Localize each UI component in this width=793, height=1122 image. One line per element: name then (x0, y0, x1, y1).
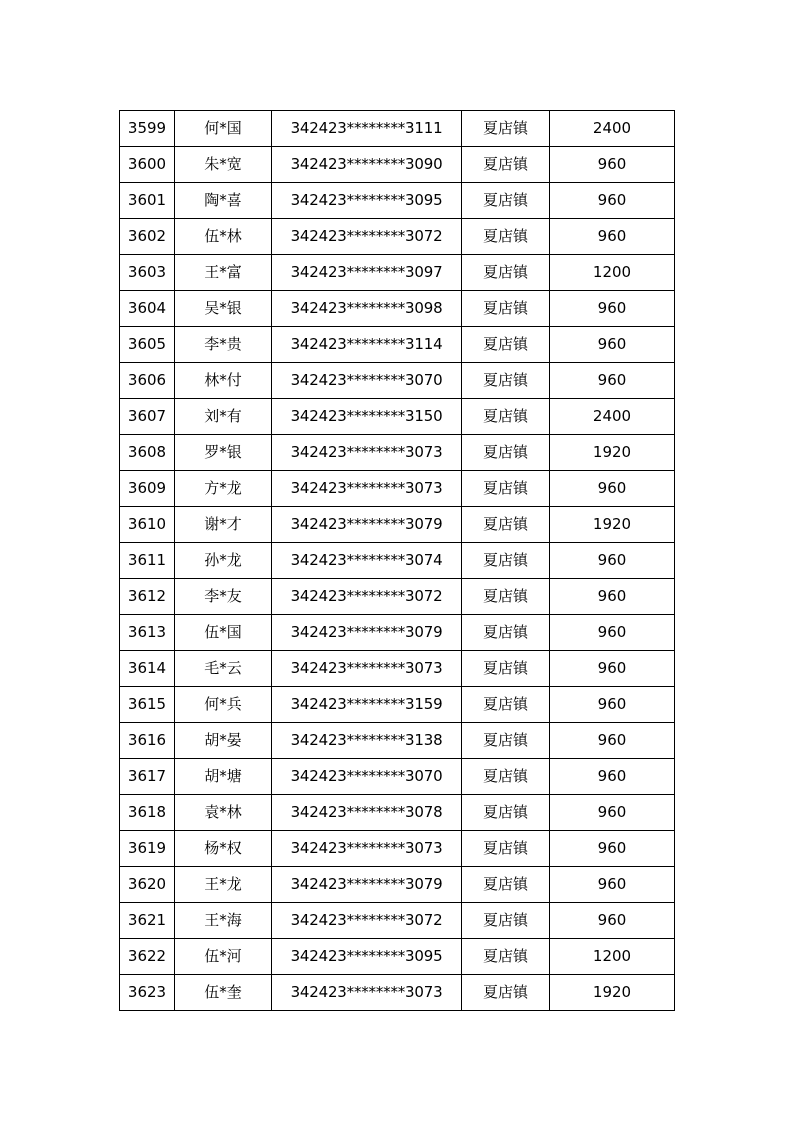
amount-cell: 960 (550, 795, 675, 831)
table-row (120, 111, 675, 147)
row-number-cell: 3601 (120, 183, 175, 219)
table-row (120, 471, 675, 507)
table-row (120, 435, 675, 471)
town-cell: 夏店镇 (462, 435, 550, 471)
name-cell: 伍*河 (175, 939, 272, 975)
name-cell: 谢*才 (175, 507, 272, 543)
id-number-cell: 342423********3111 (272, 111, 462, 147)
amount-cell: 1920 (550, 507, 675, 543)
id-number-cell: 342423********3090 (272, 147, 462, 183)
amount-cell: 960 (550, 327, 675, 363)
amount-cell: 960 (550, 579, 675, 615)
table-row (120, 399, 675, 435)
name-cell: 何*国 (175, 111, 272, 147)
table-row (120, 507, 675, 543)
amount-cell: 2400 (550, 111, 675, 147)
name-cell: 李*友 (175, 579, 272, 615)
id-number-cell: 342423********3078 (272, 795, 462, 831)
row-number-cell: 3621 (120, 903, 175, 939)
id-number-cell: 342423********3072 (272, 579, 462, 615)
amount-cell: 1200 (550, 939, 675, 975)
table-row (120, 183, 675, 219)
town-cell: 夏店镇 (462, 291, 550, 327)
town-cell: 夏店镇 (462, 471, 550, 507)
id-number-cell: 342423********3114 (272, 327, 462, 363)
town-cell: 夏店镇 (462, 975, 550, 1011)
town-cell: 夏店镇 (462, 867, 550, 903)
amount-cell: 960 (550, 687, 675, 723)
amount-cell: 960 (550, 183, 675, 219)
table-row (120, 903, 675, 939)
row-number-cell: 3602 (120, 219, 175, 255)
row-number-cell: 3622 (120, 939, 175, 975)
table-row (120, 795, 675, 831)
name-cell: 胡*晏 (175, 723, 272, 759)
row-number-cell: 3619 (120, 831, 175, 867)
id-number-cell: 342423********3073 (272, 471, 462, 507)
table-row (120, 867, 675, 903)
name-cell: 袁*林 (175, 795, 272, 831)
subsidy-table (119, 110, 675, 1011)
name-cell: 朱*宽 (175, 147, 272, 183)
amount-cell: 1920 (550, 975, 675, 1011)
id-number-cell: 342423********3095 (272, 939, 462, 975)
id-number-cell: 342423********3079 (272, 507, 462, 543)
row-number-cell: 3618 (120, 795, 175, 831)
row-number-cell: 3617 (120, 759, 175, 795)
name-cell: 方*龙 (175, 471, 272, 507)
town-cell: 夏店镇 (462, 255, 550, 291)
row-number-cell: 3609 (120, 471, 175, 507)
row-number-cell: 3623 (120, 975, 175, 1011)
id-number-cell: 342423********3150 (272, 399, 462, 435)
id-number-cell: 342423********3073 (272, 975, 462, 1011)
name-cell: 罗*银 (175, 435, 272, 471)
id-number-cell: 342423********3070 (272, 363, 462, 399)
table-row (120, 651, 675, 687)
id-number-cell: 342423********3095 (272, 183, 462, 219)
amount-cell: 960 (550, 219, 675, 255)
row-number-cell: 3614 (120, 651, 175, 687)
table-row (120, 831, 675, 867)
name-cell: 何*兵 (175, 687, 272, 723)
town-cell: 夏店镇 (462, 543, 550, 579)
row-number-cell: 3600 (120, 147, 175, 183)
name-cell: 王*富 (175, 255, 272, 291)
amount-cell: 1920 (550, 435, 675, 471)
row-number-cell: 3616 (120, 723, 175, 759)
amount-cell: 960 (550, 363, 675, 399)
name-cell: 伍*林 (175, 219, 272, 255)
id-number-cell: 342423********3074 (272, 543, 462, 579)
table-row (120, 975, 675, 1011)
row-number-cell: 3608 (120, 435, 175, 471)
id-number-cell: 342423********3073 (272, 831, 462, 867)
amount-cell: 960 (550, 831, 675, 867)
id-number-cell: 342423********3073 (272, 651, 462, 687)
table-row (120, 255, 675, 291)
name-cell: 林*付 (175, 363, 272, 399)
town-cell: 夏店镇 (462, 723, 550, 759)
id-number-cell: 342423********3070 (272, 759, 462, 795)
table-row (120, 291, 675, 327)
town-cell: 夏店镇 (462, 579, 550, 615)
amount-cell: 960 (550, 543, 675, 579)
row-number-cell: 3603 (120, 255, 175, 291)
id-number-cell: 342423********3079 (272, 615, 462, 651)
town-cell: 夏店镇 (462, 831, 550, 867)
amount-cell: 960 (550, 651, 675, 687)
town-cell: 夏店镇 (462, 327, 550, 363)
table-row (120, 759, 675, 795)
row-number-cell: 3615 (120, 687, 175, 723)
name-cell: 李*贵 (175, 327, 272, 363)
name-cell: 伍*奎 (175, 975, 272, 1011)
name-cell: 刘*有 (175, 399, 272, 435)
row-number-cell: 3610 (120, 507, 175, 543)
amount-cell: 1200 (550, 255, 675, 291)
row-number-cell: 3605 (120, 327, 175, 363)
amount-cell: 960 (550, 615, 675, 651)
town-cell: 夏店镇 (462, 903, 550, 939)
table-row (120, 543, 675, 579)
id-number-cell: 342423********3072 (272, 219, 462, 255)
name-cell: 伍*国 (175, 615, 272, 651)
amount-cell: 960 (550, 759, 675, 795)
name-cell: 王*龙 (175, 867, 272, 903)
row-number-cell: 3613 (120, 615, 175, 651)
id-number-cell: 342423********3073 (272, 435, 462, 471)
row-number-cell: 3604 (120, 291, 175, 327)
town-cell: 夏店镇 (462, 759, 550, 795)
table-row (120, 219, 675, 255)
row-number-cell: 3599 (120, 111, 175, 147)
row-number-cell: 3611 (120, 543, 175, 579)
table-body (120, 111, 675, 1011)
town-cell: 夏店镇 (462, 111, 550, 147)
table-row (120, 363, 675, 399)
table-row (120, 939, 675, 975)
amount-cell: 960 (550, 723, 675, 759)
amount-cell: 960 (550, 471, 675, 507)
name-cell: 陶*喜 (175, 183, 272, 219)
amount-cell: 960 (550, 867, 675, 903)
town-cell: 夏店镇 (462, 795, 550, 831)
table-row (120, 579, 675, 615)
id-number-cell: 342423********3072 (272, 903, 462, 939)
town-cell: 夏店镇 (462, 363, 550, 399)
town-cell: 夏店镇 (462, 687, 550, 723)
table-row (120, 723, 675, 759)
table-row (120, 147, 675, 183)
name-cell: 王*海 (175, 903, 272, 939)
town-cell: 夏店镇 (462, 147, 550, 183)
town-cell: 夏店镇 (462, 615, 550, 651)
amount-cell: 960 (550, 903, 675, 939)
row-number-cell: 3612 (120, 579, 175, 615)
amount-cell: 960 (550, 147, 675, 183)
row-number-cell: 3607 (120, 399, 175, 435)
row-number-cell: 3606 (120, 363, 175, 399)
amount-cell: 960 (550, 291, 675, 327)
name-cell: 吴*银 (175, 291, 272, 327)
name-cell: 孙*龙 (175, 543, 272, 579)
id-number-cell: 342423********3098 (272, 291, 462, 327)
town-cell: 夏店镇 (462, 507, 550, 543)
table-row (120, 615, 675, 651)
town-cell: 夏店镇 (462, 651, 550, 687)
name-cell: 杨*权 (175, 831, 272, 867)
table-row (120, 327, 675, 363)
amount-cell: 2400 (550, 399, 675, 435)
town-cell: 夏店镇 (462, 219, 550, 255)
table-row (120, 687, 675, 723)
id-number-cell: 342423********3097 (272, 255, 462, 291)
name-cell: 毛*云 (175, 651, 272, 687)
id-number-cell: 342423********3079 (272, 867, 462, 903)
town-cell: 夏店镇 (462, 183, 550, 219)
town-cell: 夏店镇 (462, 939, 550, 975)
town-cell: 夏店镇 (462, 399, 550, 435)
id-number-cell: 342423********3159 (272, 687, 462, 723)
id-number-cell: 342423********3138 (272, 723, 462, 759)
row-number-cell: 3620 (120, 867, 175, 903)
name-cell: 胡*塘 (175, 759, 272, 795)
